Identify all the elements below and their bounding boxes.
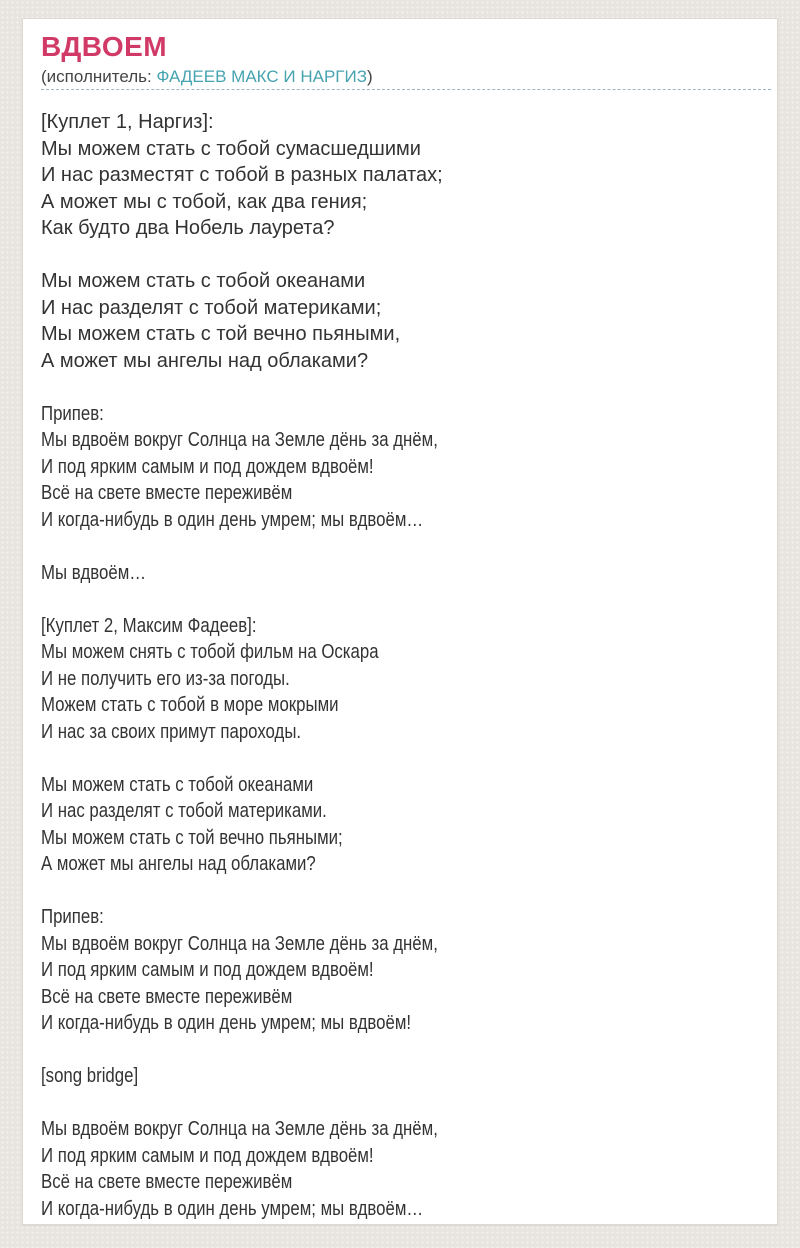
stanza	[41, 613, 759, 746]
lyric-line: Всё на свете вместе переживём	[41, 1171, 293, 1193]
lyric-line: И под ярким самым и под дождем вдвоём!	[41, 1144, 374, 1167]
lyric-line: Припев:	[41, 402, 104, 425]
lyric-line: И под ярким самым и под дождем вдвоём!	[41, 959, 374, 981]
lyric-line: И нас разделят с тобой материками.	[41, 800, 327, 822]
lyrics-text	[41, 109, 759, 1222]
dashed-separator	[41, 89, 771, 90]
lyric-line: И когда-нибудь в один день умрем; мы вдвоём!	[41, 1012, 412, 1034]
lyric-line: И нас разместят с тобой в разных палатах;	[41, 164, 443, 186]
stanza	[41, 904, 759, 1037]
stanza	[41, 1063, 759, 1090]
lyric-line: Всё на свете вместе переживём	[41, 482, 293, 504]
stanza	[41, 401, 759, 534]
lyric-line: И под ярким самым и под дождем вдвоём!	[41, 455, 374, 478]
lyric-line: [Куплет 1, Наргиз]:	[41, 111, 214, 133]
lyric-line: И нас за своих примут пароходы.	[41, 720, 302, 743]
artist-suffix: )	[366, 67, 373, 86]
artist-line	[41, 67, 759, 87]
lyric-line: А может мы ангелы над облаками?	[41, 853, 316, 875]
lyric-line: Можем стать с тобой в море мокрыми	[41, 694, 339, 716]
lyrics-card	[22, 18, 778, 1225]
song-title: ВДВОЕМ	[41, 31, 168, 62]
artist-link[interactable]: ФАДЕЕВ МАКС И НАРГИЗ	[156, 67, 367, 86]
lyric-line: [song bridge]	[41, 1065, 139, 1087]
lyric-line: Всё на свете вместе переживём	[41, 985, 293, 1008]
lyric-line: А может мы с тобой, как два гения;	[41, 190, 368, 213]
lyric-line: Мы вдвоём…	[41, 561, 147, 584]
lyric-line: Как будто два Нобель лаурета?	[41, 217, 335, 239]
stanza	[41, 268, 759, 374]
lyric-line: Мы можем стать с той вечно пьяными,	[41, 323, 401, 345]
lyric-line: Мы можем стать с тобой океанами	[41, 270, 366, 292]
artist-prefix: (исполнитель:	[41, 67, 157, 86]
lyric-line: И когда-нибудь в один день умрем; мы вдвоём…	[41, 1197, 424, 1220]
lyric-line: Мы вдвоём вокруг Солнца на Земле дёнь за днём,	[41, 932, 438, 955]
lyric-line: Мы можем стать с той вечно пьяными;	[41, 826, 343, 849]
lyric-line: И нас разделят с тобой материками;	[41, 296, 382, 319]
stanza	[41, 109, 759, 242]
lyric-line: Припев:	[41, 906, 104, 928]
lyric-line: И когда-нибудь в один день умрем; мы вдвоём…	[41, 508, 424, 531]
lyric-line: Мы можем снять с тобой фильм на Оскара	[41, 641, 379, 663]
lyric-line: Мы вдвоём вокруг Солнца на Земле дёнь за днём,	[41, 1118, 438, 1140]
lyric-line: Мы можем стать с тобой сумасшедшими	[41, 137, 421, 160]
lyric-line: [Куплет 2, Максим Фадеев]:	[41, 614, 257, 637]
stanza	[41, 772, 759, 878]
lyric-line: Мы вдвоём вокруг Солнца на Земле дёнь за днём,	[41, 429, 438, 451]
lyric-line: Мы можем стать с тобой океанами	[41, 773, 314, 796]
lyric-line: И не получить его из-за погоды.	[41, 667, 290, 690]
stanza	[41, 560, 759, 587]
lyric-line: А может мы ангелы над облаками?	[41, 349, 369, 372]
stanza	[41, 1116, 759, 1222]
